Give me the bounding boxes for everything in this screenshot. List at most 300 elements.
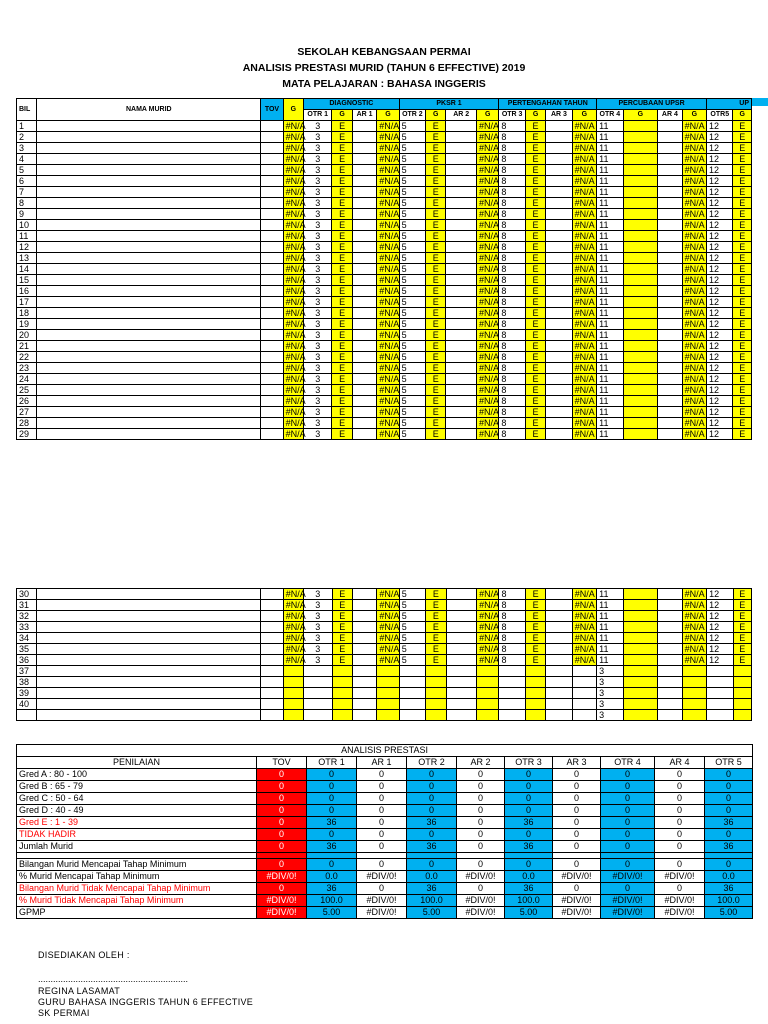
cell-g: E bbox=[525, 275, 545, 286]
cell-otr1: 3 bbox=[304, 220, 332, 231]
cell-empty bbox=[733, 710, 751, 721]
cell-g: #N/A bbox=[476, 275, 498, 286]
table-row bbox=[17, 220, 752, 231]
cell-ar4 bbox=[658, 209, 682, 220]
cell-ar2 bbox=[446, 341, 477, 352]
cell-ar2 bbox=[446, 407, 477, 418]
cell-bil: 10 bbox=[17, 220, 37, 231]
cell-otr3: 8 bbox=[499, 154, 525, 165]
cell-bil: 4 bbox=[17, 154, 37, 165]
analysis-value: 0 bbox=[601, 769, 655, 781]
cell-ar1 bbox=[352, 633, 376, 644]
cell-empty bbox=[623, 710, 658, 721]
cell-g: #N/A bbox=[377, 308, 399, 319]
cell-g: #N/A bbox=[283, 253, 303, 264]
analysis-value: 0 bbox=[553, 817, 601, 829]
cell-g: #N/A bbox=[377, 253, 399, 264]
col-g: G bbox=[283, 99, 303, 121]
cell-g: #N/A bbox=[283, 286, 303, 297]
cell-ar3 bbox=[546, 644, 572, 655]
cell-g: E bbox=[332, 253, 352, 264]
col-percubaan: PERCUBAAN UPSR bbox=[597, 99, 707, 110]
cell-otr5: 12 bbox=[707, 352, 733, 363]
analysis-value: #DIV/0! bbox=[553, 895, 601, 907]
cell-g: #N/A bbox=[283, 176, 303, 187]
cell-g: #N/A bbox=[476, 396, 498, 407]
cell-otr1: 3 bbox=[304, 330, 332, 341]
cell-empty bbox=[682, 688, 706, 699]
cell-otr1: 3 bbox=[304, 297, 332, 308]
cell-g: E bbox=[525, 429, 545, 440]
cell-g: E bbox=[332, 396, 352, 407]
cell-g: #N/A bbox=[377, 622, 399, 633]
cell-nama bbox=[37, 242, 261, 253]
cell-g bbox=[623, 176, 658, 187]
cell-otr2: 5 bbox=[399, 209, 425, 220]
cell-g: #N/A bbox=[283, 363, 303, 374]
cell-ar2 bbox=[446, 121, 477, 132]
cell-otr5: 12 bbox=[707, 132, 733, 143]
cell-ar3 bbox=[546, 374, 572, 385]
cell-empty bbox=[352, 699, 376, 710]
cell-otr3: 8 bbox=[499, 644, 525, 655]
cell-ar1 bbox=[352, 286, 376, 297]
cell-ar1 bbox=[352, 308, 376, 319]
analysis-row bbox=[17, 841, 753, 853]
cell-tov bbox=[261, 374, 283, 385]
cell-g: #N/A bbox=[682, 330, 706, 341]
cell-bil: 22 bbox=[17, 352, 37, 363]
cell-g bbox=[623, 253, 658, 264]
cell-g bbox=[623, 308, 658, 319]
cell-g: #N/A bbox=[283, 187, 303, 198]
analysis-value: 0 bbox=[457, 883, 505, 895]
cell-g: E bbox=[525, 622, 545, 633]
cell-ar3 bbox=[546, 143, 572, 154]
table-row bbox=[17, 655, 752, 666]
table-row bbox=[17, 589, 752, 600]
cell-g: #N/A bbox=[572, 655, 596, 666]
cell-tov bbox=[261, 589, 283, 600]
analysis-value: 0 bbox=[601, 793, 655, 805]
cell-g: #N/A bbox=[283, 275, 303, 286]
cell-g: E bbox=[332, 275, 352, 286]
cell-bil: 37 bbox=[17, 666, 37, 677]
cell-empty bbox=[446, 677, 477, 688]
cell-empty bbox=[377, 666, 399, 677]
cell-g: E bbox=[733, 231, 752, 242]
cell-ar1 bbox=[352, 418, 376, 429]
cell-g: #N/A bbox=[682, 143, 706, 154]
cell-empty bbox=[426, 688, 446, 699]
cell-bil: 28 bbox=[17, 418, 37, 429]
analysis-value: 0 bbox=[257, 781, 307, 793]
cell-g: #N/A bbox=[283, 132, 303, 143]
cell-g bbox=[623, 385, 658, 396]
cell-g: #N/A bbox=[476, 187, 498, 198]
cell-g: #N/A bbox=[572, 242, 596, 253]
analysis-value: #DIV/0! bbox=[257, 871, 307, 883]
cell-otr1: 3 bbox=[304, 633, 333, 644]
analysis-col: TOV bbox=[257, 757, 307, 769]
cell-otr1: 3 bbox=[304, 187, 332, 198]
analysis-value: 0 bbox=[357, 769, 407, 781]
cell-otr3: 8 bbox=[499, 633, 525, 644]
cell-bil: 32 bbox=[17, 611, 37, 622]
cell-ar1 bbox=[352, 264, 376, 275]
cell-g: #N/A bbox=[377, 633, 399, 644]
cell-g: #N/A bbox=[283, 198, 303, 209]
col-g: G bbox=[476, 110, 498, 121]
cell-empty bbox=[261, 710, 283, 721]
cell-g bbox=[623, 231, 658, 242]
cell-g: #N/A bbox=[476, 253, 498, 264]
cell-bil: 6 bbox=[17, 176, 37, 187]
cell-ar3 bbox=[546, 187, 572, 198]
analysis-value: 0 bbox=[457, 769, 505, 781]
cell-otr3: 8 bbox=[499, 143, 525, 154]
cell-otr4: 11 bbox=[597, 418, 623, 429]
cell-ar3 bbox=[546, 154, 572, 165]
cell-g: #N/A bbox=[682, 198, 706, 209]
cell-g: E bbox=[733, 297, 752, 308]
analysis-value: 0 bbox=[307, 805, 357, 817]
cell-empty bbox=[426, 710, 446, 721]
cell-nama bbox=[37, 622, 261, 633]
table-row bbox=[17, 352, 752, 363]
analysis-value: 0 bbox=[457, 817, 505, 829]
cell-g: #N/A bbox=[477, 611, 499, 622]
cell-g: E bbox=[733, 622, 751, 633]
cell-otr1: 3 bbox=[304, 396, 332, 407]
cell-bil: 9 bbox=[17, 209, 37, 220]
analysis-row-label: % Murid Mencapai Tahap Minimum bbox=[17, 871, 257, 883]
cell-otr3: 8 bbox=[499, 187, 525, 198]
cell-g bbox=[623, 121, 658, 132]
analysis-value: 0 bbox=[457, 793, 505, 805]
cell-g: E bbox=[525, 319, 545, 330]
cell-otr1: 3 bbox=[304, 418, 332, 429]
cell-otr1: 3 bbox=[304, 176, 332, 187]
cell-g: E bbox=[733, 407, 752, 418]
cell-g: #N/A bbox=[283, 374, 303, 385]
cell-ar4 bbox=[658, 275, 682, 286]
cell-g: #N/A bbox=[377, 374, 399, 385]
cell-otr1: 3 bbox=[304, 352, 332, 363]
cell-empty bbox=[332, 666, 352, 677]
cell-g: #N/A bbox=[377, 330, 399, 341]
cell-bil: 5 bbox=[17, 165, 37, 176]
analysis-value: 0 bbox=[257, 883, 307, 895]
cell-g bbox=[623, 198, 658, 209]
school-short: SK PERMAI bbox=[38, 1008, 90, 1018]
cell-g: E bbox=[733, 385, 752, 396]
cell-g: #N/A bbox=[283, 154, 303, 165]
cell-g: E bbox=[426, 187, 446, 198]
cell-empty bbox=[426, 666, 446, 677]
cell-otr4: 11 bbox=[597, 275, 623, 286]
analysis-value: #DIV/0! bbox=[357, 907, 407, 919]
cell-g: E bbox=[332, 385, 352, 396]
cell-otr4: 11 bbox=[597, 352, 623, 363]
cell-empty bbox=[499, 677, 525, 688]
cell-nama bbox=[37, 297, 261, 308]
cell-g: E bbox=[332, 363, 352, 374]
cell-ar4 bbox=[658, 385, 682, 396]
cell-ar2 bbox=[446, 286, 477, 297]
cell-tov bbox=[261, 418, 283, 429]
analysis-value: 0.0 bbox=[705, 871, 753, 883]
cell-g: E bbox=[426, 242, 446, 253]
cell-otr1: 3 bbox=[304, 132, 332, 143]
cell-g: #N/A bbox=[572, 165, 596, 176]
cell-ar1 bbox=[352, 611, 376, 622]
cell-g: E bbox=[426, 253, 446, 264]
analysis-row bbox=[17, 781, 753, 793]
analysis-value: 0 bbox=[257, 805, 307, 817]
cell-g: E bbox=[332, 132, 352, 143]
cell-otr2: 5 bbox=[399, 297, 425, 308]
cell-tov bbox=[261, 341, 283, 352]
cell-g: E bbox=[733, 330, 752, 341]
cell-otr3: 8 bbox=[499, 275, 525, 286]
cell-g: E bbox=[733, 655, 751, 666]
cell-g: E bbox=[733, 396, 752, 407]
cell-ar2 bbox=[446, 220, 477, 231]
penilaian-label: PENILAIAN bbox=[17, 757, 257, 769]
cell-g: E bbox=[733, 611, 751, 622]
cell-otr4: 11 bbox=[597, 187, 623, 198]
cell-g bbox=[623, 644, 658, 655]
cell-g: E bbox=[332, 264, 352, 275]
cell-g: #N/A bbox=[572, 308, 596, 319]
analysis-value: 36 bbox=[705, 817, 753, 829]
cell-otr5: 12 bbox=[707, 429, 733, 440]
cell-bil: 33 bbox=[17, 622, 37, 633]
cell-tov bbox=[261, 429, 283, 440]
cell-g: E bbox=[332, 121, 352, 132]
col-otr3: OTR 3 bbox=[499, 110, 525, 121]
analysis-value: #DIV/0! bbox=[601, 871, 655, 883]
cell-g: #N/A bbox=[572, 633, 596, 644]
cell-nama bbox=[37, 655, 261, 666]
cell-g: E bbox=[426, 600, 446, 611]
cell-g: #N/A bbox=[283, 220, 303, 231]
cell-empty bbox=[477, 688, 499, 699]
cell-ar3 bbox=[546, 429, 572, 440]
analysis-value: 0 bbox=[505, 859, 553, 871]
cell-g: #N/A bbox=[476, 341, 498, 352]
cell-g: E bbox=[733, 633, 751, 644]
cell-g: #N/A bbox=[572, 253, 596, 264]
analysis-value: 0 bbox=[407, 793, 457, 805]
cell-g: #N/A bbox=[572, 187, 596, 198]
cell-g bbox=[623, 154, 658, 165]
cell-ar4 bbox=[658, 165, 682, 176]
analysis-value: 0 bbox=[705, 829, 753, 841]
cell-g: #N/A bbox=[682, 154, 706, 165]
cell-g: #N/A bbox=[377, 165, 399, 176]
cell-g: E bbox=[426, 121, 446, 132]
cell-nama bbox=[37, 253, 261, 264]
analysis-value: 0 bbox=[705, 859, 753, 871]
cell-empty bbox=[525, 688, 545, 699]
cell-otr1: 3 bbox=[304, 644, 333, 655]
cell-bil: 38 bbox=[17, 677, 37, 688]
cell-bil: 34 bbox=[17, 633, 37, 644]
cell-ar1 bbox=[352, 429, 376, 440]
cell-g: E bbox=[332, 407, 352, 418]
cell-g: E bbox=[733, 154, 752, 165]
cell-g: E bbox=[525, 165, 545, 176]
cell-otr4: 3 bbox=[597, 710, 623, 721]
cell-otr3: 8 bbox=[499, 396, 525, 407]
cell-otr5: 12 bbox=[707, 187, 733, 198]
analysis-value: #DIV/0! bbox=[257, 907, 307, 919]
cell-tov bbox=[261, 165, 283, 176]
cell-g: #N/A bbox=[476, 374, 498, 385]
cell-nama bbox=[37, 308, 261, 319]
cell-ar2 bbox=[446, 363, 477, 374]
col-ar3: AR 3 bbox=[546, 110, 572, 121]
analysis-value: 0 bbox=[307, 781, 357, 793]
cell-nama bbox=[37, 589, 261, 600]
analysis-row bbox=[17, 895, 753, 907]
cell-g: #N/A bbox=[476, 231, 498, 242]
cell-empty bbox=[377, 699, 399, 710]
cell-g: #N/A bbox=[682, 220, 706, 231]
cell-g: #N/A bbox=[682, 644, 706, 655]
cell-g: E bbox=[525, 644, 545, 655]
cell-tov bbox=[261, 220, 283, 231]
cell-tov bbox=[261, 385, 283, 396]
cell-g: E bbox=[332, 286, 352, 297]
cell-g: E bbox=[332, 374, 352, 385]
cell-ar4 bbox=[658, 242, 682, 253]
cell-g: E bbox=[525, 363, 545, 374]
analysis-value: 36 bbox=[705, 883, 753, 895]
cell-bil: 1 bbox=[17, 121, 37, 132]
cell-nama bbox=[37, 264, 261, 275]
cell-ar3 bbox=[546, 121, 572, 132]
cell-g: E bbox=[525, 407, 545, 418]
cell-g: #N/A bbox=[682, 374, 706, 385]
cell-g: #N/A bbox=[572, 363, 596, 374]
analysis-value: 0 bbox=[357, 859, 407, 871]
cell-empty bbox=[377, 710, 399, 721]
cell-ar3 bbox=[546, 297, 572, 308]
cell-g: E bbox=[426, 418, 446, 429]
analysis-value: 0 bbox=[307, 829, 357, 841]
cell-otr4: 11 bbox=[597, 655, 623, 666]
cell-ar4 bbox=[658, 297, 682, 308]
col-nama: NAMA MURID bbox=[37, 99, 261, 121]
cell-bil: 31 bbox=[17, 600, 37, 611]
cell-ar3 bbox=[546, 600, 572, 611]
cell-g: E bbox=[525, 143, 545, 154]
cell-g: #N/A bbox=[283, 308, 303, 319]
cell-g: E bbox=[426, 363, 446, 374]
cell-otr2: 5 bbox=[399, 352, 425, 363]
cell-otr5: 12 bbox=[707, 176, 733, 187]
student-table-part2 bbox=[16, 588, 752, 721]
cell-nama bbox=[37, 220, 261, 231]
cell-otr2: 5 bbox=[399, 363, 425, 374]
cell-g: E bbox=[332, 622, 352, 633]
cell-otr4: 3 bbox=[597, 666, 623, 677]
cell-g bbox=[623, 209, 658, 220]
cell-ar2 bbox=[446, 429, 477, 440]
cell-ar3 bbox=[546, 286, 572, 297]
cell-g bbox=[623, 600, 658, 611]
col-diagnostic: DIAGNOSTIC bbox=[304, 99, 400, 110]
table-row bbox=[17, 198, 752, 209]
cell-g: #N/A bbox=[682, 264, 706, 275]
analysis-value: 0 bbox=[357, 829, 407, 841]
cell-ar2 bbox=[446, 231, 477, 242]
analysis-value: #DIV/0! bbox=[357, 871, 407, 883]
cell-empty bbox=[283, 677, 303, 688]
cell-otr3: 8 bbox=[499, 418, 525, 429]
cell-g: #N/A bbox=[283, 143, 303, 154]
cell-otr4: 11 bbox=[597, 165, 623, 176]
cell-otr4: 11 bbox=[597, 330, 623, 341]
cell-tov bbox=[261, 121, 283, 132]
cell-otr5: 12 bbox=[707, 407, 733, 418]
cell-g: E bbox=[525, 231, 545, 242]
cell-ar1 bbox=[352, 396, 376, 407]
analysis-value: #DIV/0! bbox=[553, 907, 601, 919]
cell-g: #N/A bbox=[682, 352, 706, 363]
cell-ar3 bbox=[546, 231, 572, 242]
analysis-value: 0 bbox=[357, 817, 407, 829]
cell-nama bbox=[37, 319, 261, 330]
col-ar2: AR 2 bbox=[446, 110, 477, 121]
cell-nama bbox=[37, 611, 261, 622]
cell-empty bbox=[658, 688, 682, 699]
cell-empty bbox=[352, 666, 376, 677]
table-row bbox=[17, 297, 752, 308]
table-row bbox=[17, 253, 752, 264]
cell-ar1 bbox=[352, 600, 376, 611]
analysis-row bbox=[17, 817, 753, 829]
cell-ar1 bbox=[352, 374, 376, 385]
cell-g: #N/A bbox=[476, 198, 498, 209]
table-row bbox=[17, 242, 752, 253]
cell-ar1 bbox=[352, 165, 376, 176]
cell-otr1: 3 bbox=[304, 374, 332, 385]
cell-empty bbox=[525, 710, 545, 721]
table-body bbox=[17, 589, 752, 721]
cell-otr1: 3 bbox=[304, 275, 332, 286]
cell-bil: 17 bbox=[17, 297, 37, 308]
cell-g: E bbox=[733, 198, 752, 209]
cell-g: #N/A bbox=[377, 143, 399, 154]
cell-empty bbox=[477, 710, 499, 721]
cell-otr1: 3 bbox=[304, 600, 333, 611]
cell-ar3 bbox=[546, 165, 572, 176]
cell-otr1: 3 bbox=[304, 209, 332, 220]
cell-tov bbox=[261, 622, 283, 633]
table-row bbox=[17, 710, 752, 721]
analysis-value: 36 bbox=[505, 841, 553, 853]
analysis-row-label: GPMP bbox=[17, 907, 257, 919]
cell-nama bbox=[37, 187, 261, 198]
cell-ar4 bbox=[658, 633, 682, 644]
analysis-value: 0 bbox=[257, 859, 307, 871]
cell-nama bbox=[37, 429, 261, 440]
cell-bil: 40 bbox=[17, 699, 37, 710]
